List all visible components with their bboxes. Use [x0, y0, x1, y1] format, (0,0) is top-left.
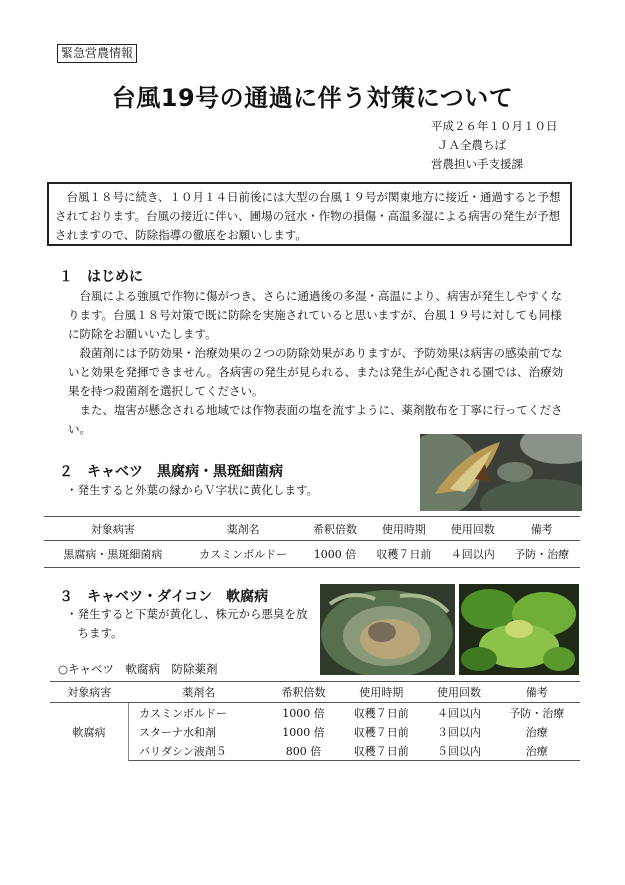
table-row — [50, 741, 580, 761]
table-cell: バリダシン液剤５ — [129, 741, 270, 761]
table-cell: 1000 倍 — [304, 541, 365, 568]
section-1-paragraph-1: 台風による強風で作物に傷がつき、さらに通過後の多湿・高温により、病害が発生しやすくなります。台風１８号対策で既に防除を実施されていると思いますが、台風１９号に対しても同様に防除をお願いいたします。 — [68, 289, 563, 341]
issue-date: 平成２６年１０月１０日 — [431, 119, 558, 133]
page-title: 台風19号の通過に伴う対策について — [111, 84, 514, 112]
cabbage-black-rot-photo — [420, 434, 582, 511]
col-header: 希釈倍数 — [269, 682, 338, 703]
table-cell: ３回以内 — [437, 725, 482, 739]
cabbage-soft-rot-photo — [320, 584, 455, 675]
table-cell: 800 倍 — [269, 741, 338, 761]
section-3-bullet: ・発生すると下葉が黄化し、株元から悪臭を放ちます。 — [66, 607, 308, 640]
section-2-bullet: ・発生すると外葉の縁からＶ字状に黄化します。 — [66, 483, 319, 497]
col-header: 使用時期 — [366, 517, 443, 541]
col-header: 希釈倍数 — [304, 517, 365, 541]
table-cell: 収穫７日前 — [366, 541, 443, 568]
table-cell: 1000 倍 — [282, 725, 325, 739]
table-row — [44, 541, 580, 568]
issuer-org: ＪＡ全農ちば — [437, 138, 506, 152]
table-cell: 1000 倍 — [282, 706, 325, 720]
table-cell: ５回以内 — [424, 741, 493, 761]
black-rot-pesticide-table — [44, 516, 580, 568]
col-header: 対象病害 — [50, 682, 129, 703]
table-cell: 治療 — [525, 725, 548, 739]
col-header: 薬剤名 — [182, 517, 305, 541]
cabbage-soft-rot-label: ○キャベツ 軟腐病 防除薬剤 — [58, 662, 218, 676]
table-cell: ４回以内 — [442, 541, 503, 568]
table-header-row — [44, 517, 580, 541]
section-2-heading: ２ キャベツ 黒腐病・黒斑細菌病 — [59, 464, 283, 480]
table-cell: カスミンボルドー — [139, 706, 227, 720]
issuer-dept: 営農担い手支援課 — [431, 157, 523, 171]
col-header: 使用回数 — [442, 517, 503, 541]
table-cell: 黒腐病・黒斑細菌病 — [44, 541, 182, 568]
table-cell: 収穫７日前 — [338, 741, 424, 761]
table-row — [50, 703, 580, 723]
table-cell: 予防・治療 — [509, 706, 565, 720]
table-cell: 治療 — [494, 741, 580, 761]
table-cell-disease: 軟腐病 — [50, 703, 129, 761]
table-cell: スターナ水和剤 — [139, 725, 216, 739]
soft-rot-pesticide-table — [50, 681, 580, 761]
section-1-paragraph-2: 殺菌剤には予防効果・治療効果の２つの防除効果がありますが、予防効果は病害の感染前でないと効果を発揮できません。各病害の発生が見られる、または発生が心配される園では、治療効果を持つ殺菌剤を選択してください。 — [68, 346, 564, 398]
table-cell: カスミンボルドー — [182, 541, 305, 568]
col-header: 備考 — [503, 517, 580, 541]
section-1-body — [68, 287, 573, 439]
table-row — [50, 722, 580, 741]
col-header: 対象病害 — [44, 517, 182, 541]
table-cell: ４回以内 — [437, 706, 482, 720]
radish-soft-rot-photo — [459, 584, 579, 675]
col-header: 薬剤名 — [129, 682, 270, 703]
col-header: 使用回数 — [424, 682, 493, 703]
section-3-heading: ３ キャベツ・ダイコン 軟腐病 — [59, 589, 269, 605]
section-1-paragraph-3: また、塩害が懸念される地域では作物表面の塩を流すように、薬剤散布を丁寧に行ってください。 — [68, 403, 563, 436]
urgent-info-tag: 緊急営農情報 — [57, 44, 137, 63]
issuer-block — [431, 117, 558, 174]
table-cell: 収穫７日前 — [353, 725, 409, 739]
col-header: 使用時期 — [338, 682, 424, 703]
table-header-row — [50, 682, 580, 703]
table-cell: 収穫７日前 — [353, 706, 409, 720]
notice-box: 台風１８号に続き、１０月１４日前後には大型の台風１９号が関東地方に接近・通過すると予想されております。台風の接近に伴い、圃場の冠水・作物の損傷・高温多湿による病害の発生が予想されますので、防除指導の徹底をお願いします。 — [47, 182, 572, 246]
table-cell: 予防・治療 — [503, 541, 580, 568]
col-header: 備考 — [494, 682, 580, 703]
section-1-heading: １ はじめに — [59, 269, 143, 285]
